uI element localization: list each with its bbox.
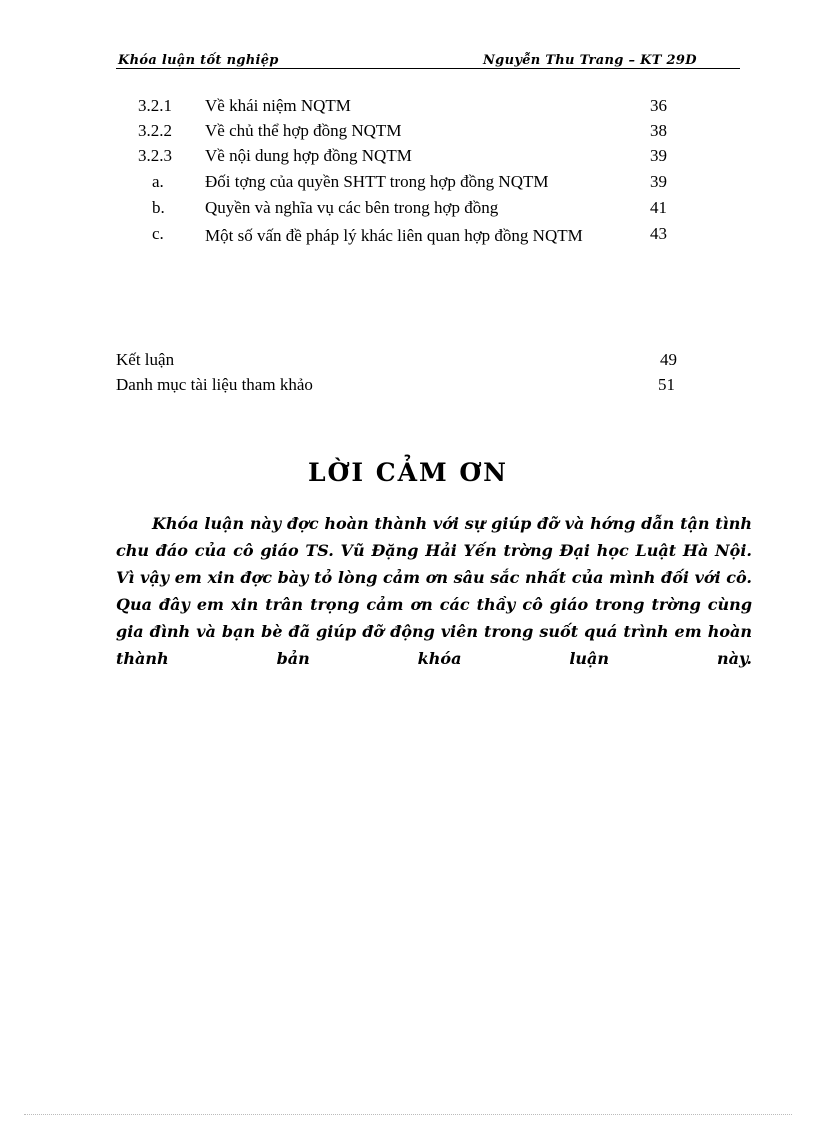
toc-title: Về khái niệm NQTM: [205, 96, 351, 115]
toc-page: 39: [650, 172, 667, 191]
toc-number: 3.2.3: [138, 146, 172, 165]
toc-label: Danh mục tài liệu tham khảo: [116, 375, 313, 394]
toc-number: c.: [152, 224, 164, 243]
page-header: [116, 50, 740, 69]
toc-number: b.: [152, 198, 165, 217]
toc-label: Kết luận: [116, 350, 175, 369]
header-right: Nguyễn Thu Trang – KT 29D: [483, 53, 697, 68]
toc-page: 36: [650, 96, 667, 115]
acknowledgement-heading: LỜI CẢM ƠN: [307, 458, 509, 487]
toc-title: Về chủ thể hợp đồng NQTM: [205, 121, 402, 140]
toc-title: Đối tợng của quyền SHTT trong hợp đồng NQTM: [205, 172, 549, 191]
toc-number: 3.2.2: [138, 121, 172, 140]
toc-page: 43: [650, 224, 667, 243]
acknowledgement-body: Khóa luận này đợc hoàn thành với sự giúp đỡ và hớng dẫn tận tình chu đáo của cô giáo TS. Vũ Đặng Hải Yến trờng Đại học Luật Hà Nội. Vì vậy em xin đợc bày tỏ lòng cảm ơn sâu sắc nhất của mình đối với cô. Qua đây em xin trân trọng cảm ơn các thầy cô giáo trong trờng cùng gia đình và bạn bè đã giúp đỡ động viên trong suốt quá trình em hoàn thành bản khóa luận này.: [116, 514, 752, 668]
toc-title: Về nội dung hợp đồng NQTM: [205, 146, 412, 165]
toc-number: a.: [152, 172, 164, 191]
toc-page: 38: [650, 121, 667, 140]
header-left: Khóa luận tốt nghiệp: [118, 53, 279, 68]
page-bottom-divider: [24, 1114, 792, 1115]
toc-number: 3.2.1: [138, 96, 172, 115]
toc-title: Quyền và nghĩa vụ các bên trong hợp đồng: [205, 198, 499, 217]
toc-page: 39: [650, 146, 667, 165]
toc-page: 51: [658, 375, 675, 394]
toc-page: 49: [660, 350, 677, 369]
toc-page: 41: [650, 198, 667, 217]
toc-title: Một số vấn đề pháp lý khác liên quan hợp đồng NQTM: [205, 226, 583, 245]
